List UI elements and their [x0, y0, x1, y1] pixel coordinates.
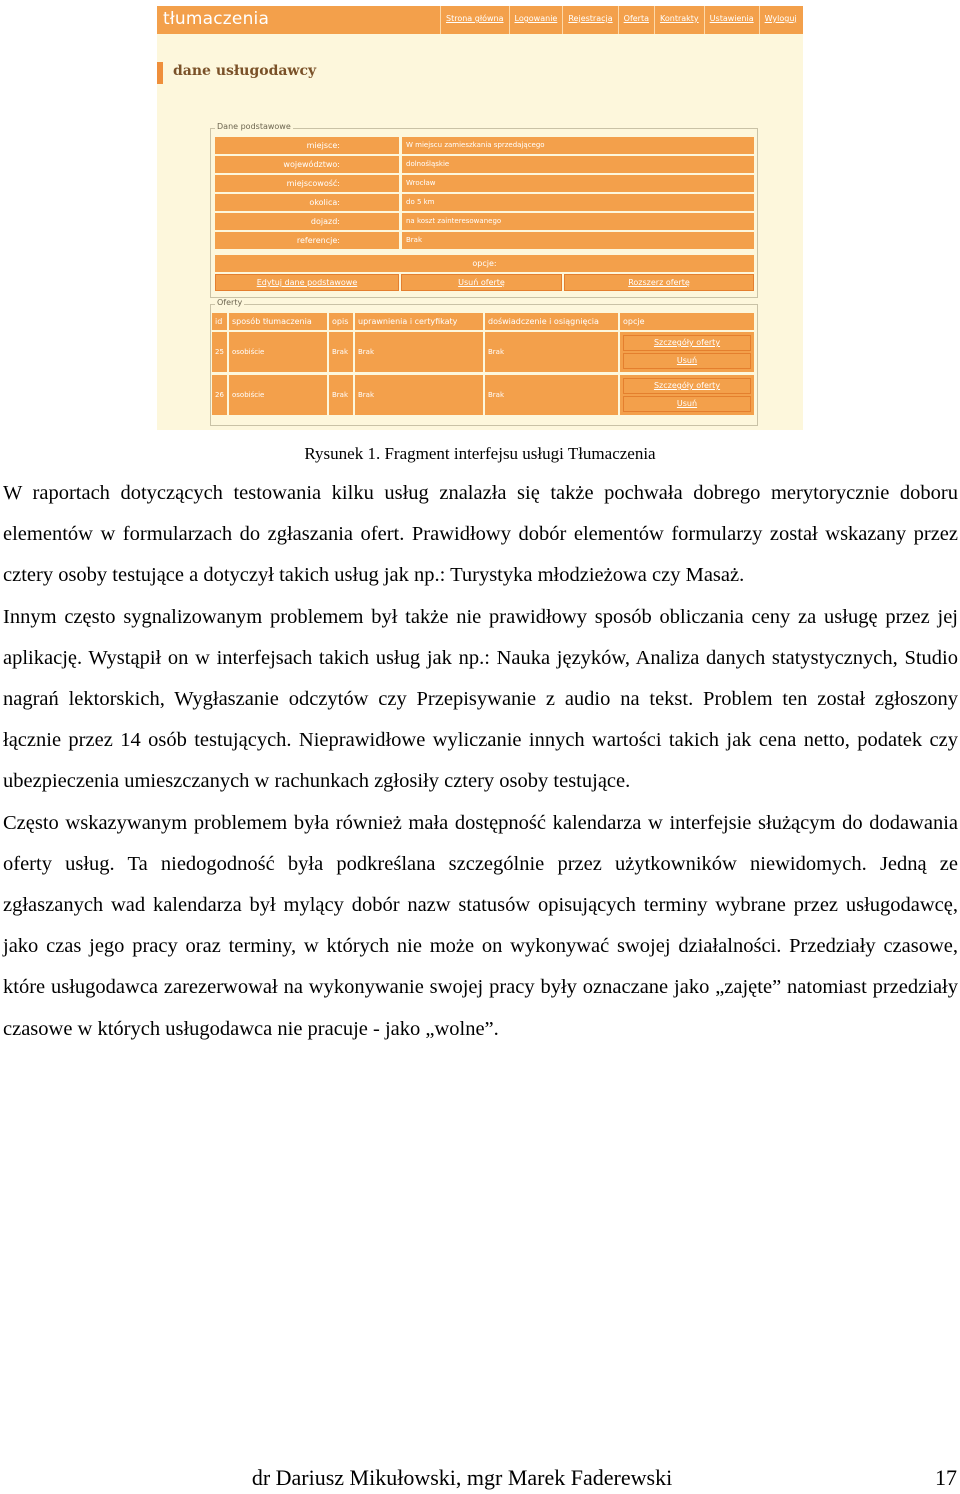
brand-logo: tłumaczenia	[163, 9, 270, 29]
paragraph: Innym często sygnalizowanym problemem był także nie prawidłowy sposób obliczania ceny za usługę przez jej aplikację. Wystąpił on w interfejsach takich usług jak np.: Nauka języków, Analiza danych statystycznych, Studio nagrań lektorskich, Wygłaszanie odczytów czy Przepisywanie z audio na tekst. Problem ten został zgłoszony łącznie przez 14 osób testujących. Nieprawidłowe wyliczanie innych wartości takich jak cena netto, podatek czy ubezpieczenia umieszczanych w rachunkach zgłosiły cztery osoby testujące.	[3, 605, 958, 793]
offer-id-cell: 26	[212, 375, 227, 415]
offer-desc-cell: Brak	[329, 375, 353, 415]
offer-id-cell: 25	[212, 332, 227, 372]
field-label: miejsce:	[215, 137, 399, 154]
offer-details-button[interactable]: Szczegóły oferty	[623, 378, 751, 394]
nav-register[interactable]: Rejestracja	[562, 6, 617, 34]
extend-offer-button[interactable]: Rozszerz ofertę	[564, 274, 754, 291]
column-header-mode: sposób tłumaczenia	[229, 313, 327, 330]
offer-mode-cell: osobiście	[229, 375, 327, 415]
footer-authors: dr Dariusz Mikułowski, mgr Marek Faderewski	[251, 1465, 673, 1490]
basic-data-legend: Dane podstawowe	[217, 122, 291, 131]
offer-desc-cell: Brak	[329, 332, 353, 372]
paragraph: W raportach dotyczących testowania kilku usług znalazła się także pochwała dobrego merytorycznie doboru elementów w formularzach do zgłaszania ofert. Prawidłowy dobór elementów formularzy został wskazany przez cztery osoby testujące a dotyczył takich usług jak np.: Turystyka młodzieżowa czy Masaż.	[3, 482, 958, 587]
section-accent-bar	[157, 62, 163, 84]
column-header-options: opcje	[620, 313, 754, 330]
offer-delete-button[interactable]: Usuń	[623, 396, 751, 412]
top-bar	[157, 6, 803, 34]
edit-basic-data-button[interactable]: Edytuj dane podstawowe	[215, 274, 399, 291]
nav-home[interactable]: Strona główna	[440, 6, 509, 34]
nav-logout[interactable]: Wyloguj	[759, 6, 802, 34]
field-label: województwo:	[215, 156, 399, 173]
field-value: do 5 km	[402, 194, 754, 211]
nav-contracts[interactable]: Kontrakty	[654, 6, 704, 34]
field-label: miejscowość:	[215, 175, 399, 192]
basic-data-fieldset	[210, 122, 758, 298]
figure-caption: Rysunek 1. Fragment interfejsu usługi Tłumaczenia	[304, 444, 656, 463]
field-value: Brak	[402, 232, 754, 249]
offers-legend: Oferty	[217, 298, 243, 307]
body-text	[3, 473, 958, 1050]
offer-certs-cell: Brak	[355, 332, 483, 372]
field-value: dolnośląskie	[402, 156, 754, 173]
offer-details-button[interactable]: Szczegóły oferty	[623, 335, 751, 351]
column-header-certificates: uprawnienia i certyfikaty	[355, 313, 483, 330]
nav-login[interactable]: Logowanie	[509, 6, 563, 34]
section-title: dane usługodawcy	[173, 63, 317, 79]
offer-experience-cell: Brak	[485, 332, 618, 372]
field-value: na koszt zainteresowanego	[402, 213, 754, 230]
field-label: referencje:	[215, 232, 399, 249]
main-nav	[440, 6, 802, 34]
column-header-experience: doświadczenie i osiągnięcia	[485, 313, 618, 330]
nav-settings[interactable]: Ustawienia	[704, 6, 759, 34]
field-label: dojazd:	[215, 213, 399, 230]
column-header-description: opis	[329, 313, 353, 330]
offer-certs-cell: Brak	[355, 375, 483, 415]
section-header	[157, 62, 803, 88]
offer-experience-cell: Brak	[485, 375, 618, 415]
offer-delete-button[interactable]: Usuń	[623, 353, 751, 369]
options-label: opcje:	[215, 255, 754, 272]
offer-mode-cell: osobiście	[229, 332, 327, 372]
delete-offer-button[interactable]: Usuń ofertę	[401, 274, 562, 291]
field-value: W miejscu zamieszkania sprzedającego	[402, 137, 754, 154]
paragraph: Często wskazywanym problemem była również mała dostępność kalendarza w interfejsie służącym do dodawania oferty usług. Ta niedogodność była podkreślana szczególnie przez użytkowników niewidomych. Jedną ze zgłaszanych wad kalendarza był mylący dobór nazw statusów opisujących terminy wybrane przez usługodawcę, jako czas jego pracy oraz terminy, w których nie może on wykonywać swojej działalności. Przedziały czasowe, które usługodawca zarezerwował na wykonywanie swojej pracy były oznaczane jako „zajęte” natomiast przedziały czasowe w których usługodawca nie pracuje - jako „wolne”.	[3, 811, 958, 1040]
field-value: Wrocław	[402, 175, 754, 192]
column-header-id: id	[212, 313, 227, 330]
interface-screenshot	[157, 6, 803, 430]
nav-offer[interactable]: Oferta	[618, 6, 654, 34]
page-number: 17	[935, 1465, 957, 1490]
field-label: okolica:	[215, 194, 399, 211]
offers-fieldset	[210, 298, 758, 426]
